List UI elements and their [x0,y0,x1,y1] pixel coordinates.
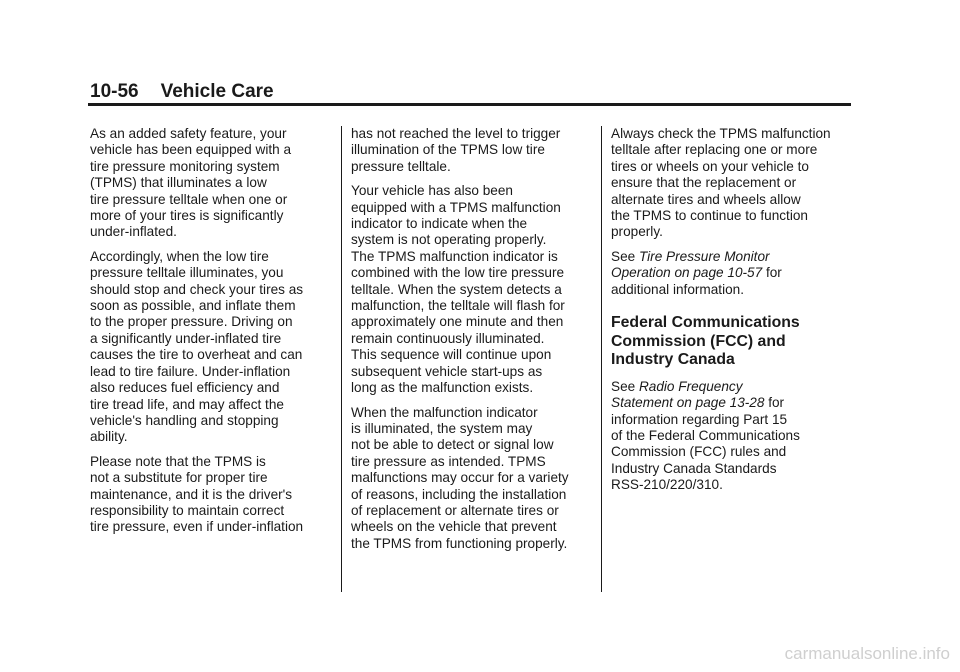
text-line: equipped with a TPMS malfunction [351,199,561,215]
text-line: The TPMS malfunction indicator is [351,248,558,264]
text-line: malfunctions may occur for a variety [351,470,569,486]
text-line: more of your tires is significantly [90,208,284,224]
paragraph-tpms-not-substitute [90,454,337,536]
text-line: malfunction, the telltale will flash for [351,298,565,314]
text-line [611,265,856,281]
text-line: Your vehicle has also been [351,183,513,199]
text-line: Industry Canada Standards [611,460,777,476]
text-line: lead to tire failure. Under-inflation [90,363,291,379]
text-line: properly. [611,224,663,240]
text-line: not be able to detect or signal low [351,437,554,453]
text-line: a significantly under-inflated tire [90,330,282,346]
text-line: tires or wheels on your vehicle to [611,158,809,174]
text-line: indicator to indicate when the [351,216,528,232]
text-fragment: for [762,265,782,281]
text-line: soon as possible, and inflate them [90,298,296,314]
page-header [90,80,274,104]
text-line: maintenance, and it is the driver's [90,486,293,502]
text-line: This sequence will continue upon [351,347,552,363]
text-line: vehicle has been equipped with a [90,142,292,158]
see-label: See [611,248,639,264]
text-line: system is not operating properly. [351,232,547,248]
paragraph-malfunction-detection [351,405,596,553]
text-line: tire pressure monitoring system [90,158,280,174]
text-line: is illuminated, the system may [351,420,533,436]
section-heading-fcc [611,314,856,370]
text-line: tire pressure telltale when one or [90,191,288,207]
paragraph-see-radio-frequency [611,379,856,494]
text-line: of reasons, including the installation [351,486,567,502]
paragraph-low-tire-telltale [90,249,337,446]
column-2 [351,126,596,560]
paragraph-safety-feature [90,126,337,241]
text-line: tire pressure, even if under-inflation [90,519,304,535]
text-line: pressure telltale illuminates, you [90,265,284,281]
text-line: should stop and check your tires as [90,281,304,297]
text-line: Always check the TPMS malfunction [611,126,831,141]
text-line: causes the tire to overheat and can [90,347,303,363]
text-line: not a substitute for proper tire [90,470,268,486]
text-line: Commission (FCC) rules and [611,444,787,460]
paragraph-continued [351,126,596,175]
text-line: the TPMS from functioning properly. [351,535,568,551]
cross-reference-link[interactable]: Tire Pressure Monitor [638,248,770,264]
text-line: vehicle's handling and stopping [90,412,279,428]
text-line: has not reached the level to trigger [351,126,561,141]
text-line: information regarding Part 15 [611,411,788,427]
text-line: tire pressure as intended. TPMS [351,453,546,469]
text-line: pressure telltale. [351,158,451,174]
heading-line: Industry Canada [611,351,735,369]
text-line [611,379,856,395]
column-3 [611,126,856,502]
text-line: RSS-210/220/310. [611,477,723,493]
text-fragment: for [764,395,785,411]
text-line: of replacement or alternate tires or [351,502,559,518]
text-line: under-inflated. [90,224,177,240]
text-line [611,249,856,265]
paragraph-see-tpms-operation [611,249,856,298]
heading-line: Commission (FCC) and [611,332,786,350]
text-line: combined with the low tire pressure [351,265,565,281]
text-line: telltale after replacing one or more [611,142,818,158]
text-line: ability. [90,429,128,445]
heading-line: Federal Communications [611,314,800,332]
text-line: alternate tires and wheels allow [611,191,801,207]
text-line: wheels on the vehicle that prevent [351,519,557,535]
section-title: Vehicle Care [160,81,274,102]
text-line: also reduces fuel efficiency and [90,380,280,396]
text-line: illumination of the TPMS low tire [351,142,545,158]
text-line: remain continuously illuminated. [351,330,545,346]
text-line: As an added safety feature, your [90,126,287,141]
text-line: (TPMS) that illuminates a low [90,175,267,191]
text-line: subsequent vehicle start-ups as [351,363,543,379]
cross-reference-link[interactable]: Operation on page 10-57 [611,265,763,281]
column-divider [601,126,602,592]
text-line: telltale. When the system detects a [351,281,562,297]
paragraph-always-check [611,126,856,241]
cross-reference-link[interactable]: Radio Frequency [638,378,743,394]
text-line: to the proper pressure. Driving on [90,314,293,330]
column-1 [90,126,337,544]
text-line: of the Federal Communications [611,428,800,444]
page-number: 10-56 [90,81,139,102]
paragraph-malfunction-indicator [351,183,596,396]
cross-reference-link[interactable]: Statement on page 13-28 [611,395,765,411]
watermark: carmanualsonline.info [784,644,950,663]
text-line: Please note that the TPMS is [90,453,266,469]
text-line: additional information. [611,281,744,297]
column-divider [341,126,342,592]
text-line: the TPMS to continue to function [611,208,808,224]
text-line: Accordingly, when the low tire [90,248,269,264]
text-line: ensure that the replacement or [611,175,797,191]
text-line: responsibility to maintain correct [90,502,285,518]
text-line: long as the malfunction exists. [351,380,534,396]
text-line: approximately one minute and then [351,314,564,330]
header-rule [88,103,851,106]
text-line [611,395,856,411]
see-label: See [611,378,639,394]
text-line: tire tread life, and may affect the [90,396,284,412]
text-line: When the malfunction indicator [351,404,538,420]
